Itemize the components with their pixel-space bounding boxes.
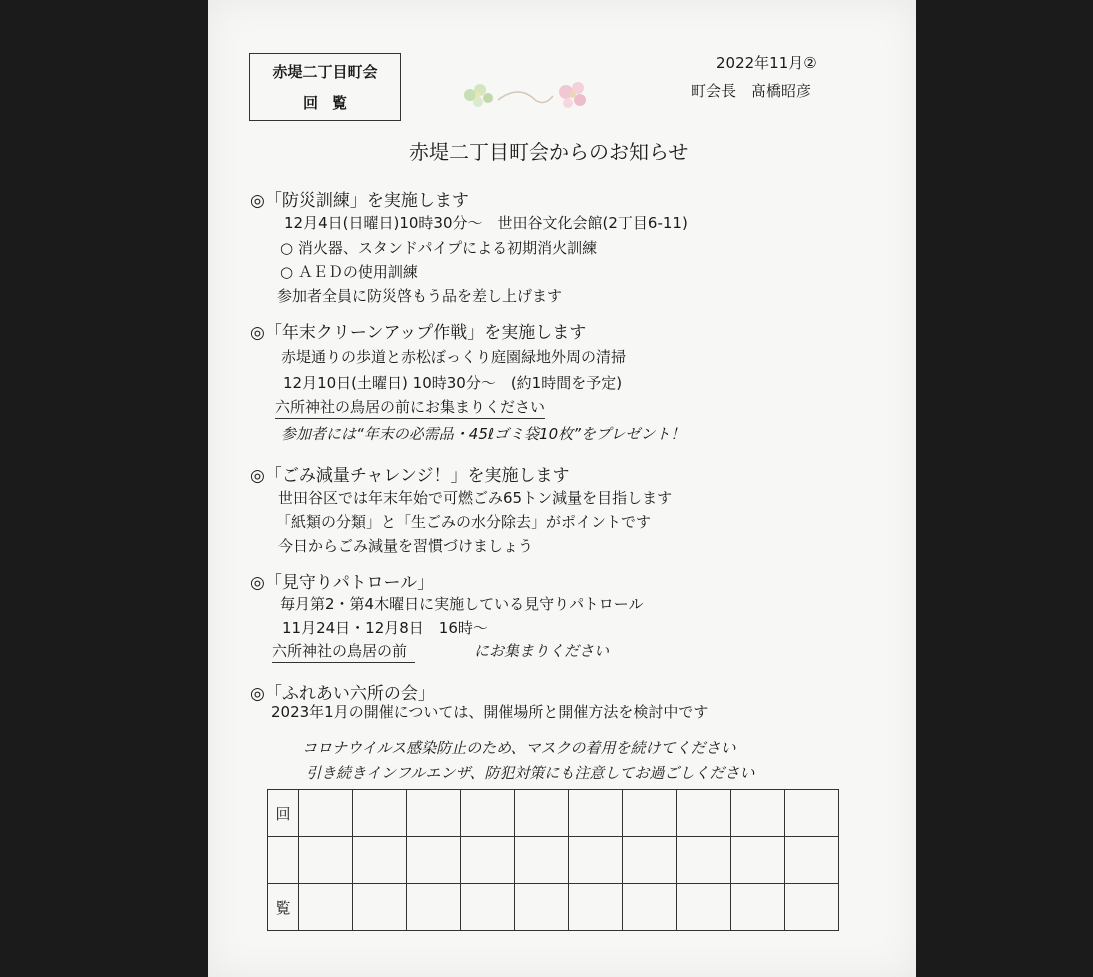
section-line: 参加者全員に防災啓もう品を差し上げます (277, 287, 563, 305)
grid-cell (515, 837, 569, 884)
section-line: にお集まりください (474, 642, 610, 660)
section-line: ○ 消火器、スタンドパイプによる初期消火訓練 (280, 239, 598, 257)
section-line: 11月24日・12月8日 16時～ (282, 619, 488, 637)
grid-cell (569, 884, 623, 931)
grid-cell (461, 837, 515, 884)
grid-cell (353, 790, 407, 837)
grid-cell (353, 884, 407, 931)
section-cleanup-heading: ◎「年末クリーンアップ作戦」を実施します (250, 323, 587, 343)
circulation-grid (267, 789, 839, 931)
section-line: 世田谷区では年末年始で可燃ごみ65トン減量を目指します (278, 489, 673, 507)
section-line: 赤堤通りの歩道と赤松ぼっくり庭園緑地外周の清掃 (281, 348, 627, 366)
grid-cell (677, 884, 731, 931)
grid-cell (407, 837, 461, 884)
grid-cell (569, 837, 623, 884)
chairman-name: 町会長 髙橋昭彦 (691, 82, 812, 100)
section-line: ○ ＡＥＤの使用訓練 (280, 263, 418, 281)
grid-cell (569, 790, 623, 837)
grid-cell (407, 884, 461, 931)
section-waste-reduction-heading: ◎「ごみ減量チャレンジ！」を実施します (250, 466, 570, 486)
grid-cell (515, 790, 569, 837)
grid-cell (299, 884, 353, 931)
note-line: コロナウイルス感染防止のため、マスクの着用を続けてください (302, 739, 736, 757)
grid-cell (785, 790, 839, 837)
grid-cell (623, 837, 677, 884)
grid-label-empty (268, 837, 299, 884)
grid-cell (461, 790, 515, 837)
section-line: 六所神社の鳥居の前 (272, 640, 415, 663)
section-line: 12月10日(土曜日) 10時30分～ (約1時間を予定) (283, 374, 623, 392)
grid-cell (461, 884, 515, 931)
grid-cell (407, 790, 461, 837)
issue-date: 2022年11月② (716, 54, 817, 72)
grid-label-bottom: 覧 (268, 884, 299, 931)
grid-cell (731, 884, 785, 931)
association-name: 赤堤二丁目町会 (272, 63, 378, 81)
circulation-box (249, 53, 401, 121)
section-line: 今日からごみ減量を習慣づけましょう (278, 537, 534, 555)
grid-cell (785, 884, 839, 931)
section-line: 六所神社の鳥居の前にお集まりください (275, 396, 545, 419)
grid-cell (299, 790, 353, 837)
section-disaster-drill-heading: ◎「防災訓練」を実施します (250, 191, 469, 211)
section-line: 「紙類の分類」と「生ごみの水分除去」がポイントです (276, 513, 652, 531)
section-community-heading: ◎「ふれあい六所の会」 (250, 684, 435, 704)
note-line: 引き続きインフルエンザ、防犯対策にも注意してお過ごしください (306, 764, 755, 782)
page-title: 赤堤二丁目町会からのお知らせ (409, 140, 689, 164)
grid-cell (731, 837, 785, 884)
grid-cell (299, 837, 353, 884)
section-line: 12月4日(日曜日)10時30分～ 世田谷文化会館(2丁目6-11) (284, 214, 688, 232)
grid-cell (515, 884, 569, 931)
grid-cell (677, 837, 731, 884)
grid-cell (623, 884, 677, 931)
section-line: 毎月第2・第4木曜日に実施している見守りパトロール (280, 595, 644, 613)
flower-decoration-icon (448, 70, 608, 120)
grid-cell (731, 790, 785, 837)
circulation-label: 回覧 (302, 94, 361, 112)
section-line: 参加者には“年末の必需品・45ℓゴミ袋10枚”をプレゼント！ (281, 425, 686, 443)
section-patrol-heading: ◎「見守りパトロール」 (250, 573, 435, 593)
grid-cell (623, 790, 677, 837)
grid-cell (785, 837, 839, 884)
grid-cell (353, 837, 407, 884)
grid-label-top: 回 (268, 790, 299, 837)
grid-cell (677, 790, 731, 837)
section-line: 2023年1月の開催については、開催場所と開催方法を検討中です (271, 703, 709, 721)
